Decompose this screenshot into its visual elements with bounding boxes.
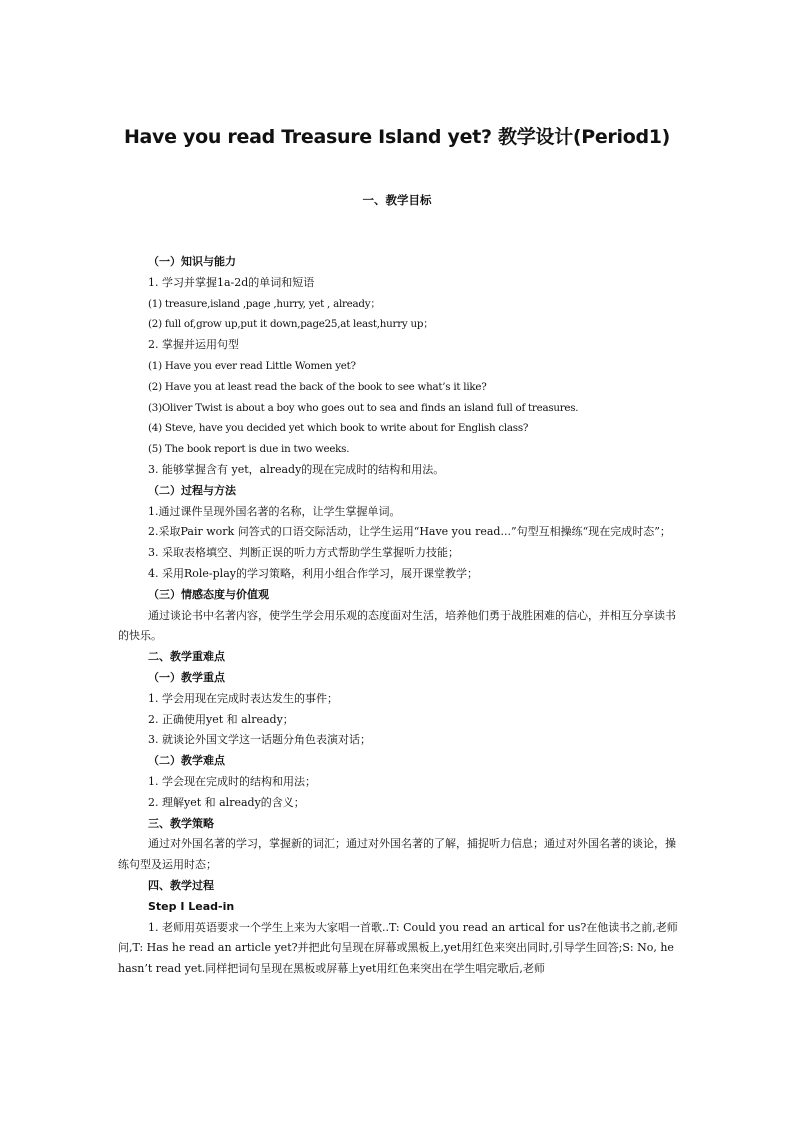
section-heading: 三、教学策略 bbox=[148, 816, 214, 830]
paragraph-line: 4. 采用Role-play的学习策略，利用小组合作学习，展开课堂教学； bbox=[148, 566, 478, 580]
section-heading: 二、教学重难点 bbox=[148, 650, 225, 664]
paragraph-line: 通过对外国名著的学习，掌握新的词汇；通过对外国名著的了解，捕捉听力信息；通过对外国名著的谈论，操练句型及运用时态； bbox=[118, 837, 676, 872]
paragraph-line: 2. 正确使用yet 和 already； bbox=[148, 712, 294, 726]
paragraph-line: (1) Have you ever read Little Women yet? bbox=[148, 359, 356, 372]
paragraph-line: (2) full of,grow up,put it down,page25,at least,hurry up； bbox=[148, 318, 434, 331]
section-heading: 四、教学过程 bbox=[148, 878, 214, 892]
paragraph-line: 通过谈论书中名著内容，使学生学会用乐观的态度面对生活，培养他们勇于战胜困难的信心，并相互分享读书的快乐。 bbox=[118, 608, 676, 643]
paragraph-line: 2. 掌握并运用句型 bbox=[148, 338, 239, 352]
section-heading: （一）知识与能力 bbox=[148, 255, 236, 268]
section-heading: （三）情感态度与价值观 bbox=[148, 587, 269, 601]
paragraph-line: 3. 采取表格填空、判断正误的听力方式帮助学生掌握听力技能； bbox=[148, 546, 459, 560]
paragraph-line: 1.通过课件呈现外国名著的名称，让学生掌握单词。 bbox=[148, 504, 401, 518]
paragraph-line: (5) The book report is due in two weeks. bbox=[148, 443, 350, 456]
paragraph-line: (1) treasure,island ,page ,hurry, yet , already； bbox=[148, 297, 381, 310]
section-heading: （二）过程与方法 bbox=[148, 483, 236, 497]
document-title: Have you read Treasure Island yet? 教学设计(Period1) bbox=[123, 126, 671, 148]
paragraph-line: (3)Oliver Twist is about a boy who goes out to sea and finds an island full of treasures. bbox=[148, 401, 579, 414]
document-body bbox=[118, 252, 678, 980]
section-heading: Step I Lead-in bbox=[148, 899, 235, 913]
section-heading-objectives: 一、教学目标 bbox=[362, 193, 432, 207]
paragraph-line: 1. 学会现在完成时的结构和用法； bbox=[148, 774, 316, 788]
section-heading: （二）教学难点 bbox=[148, 754, 225, 768]
paragraph-line: 3. 就谈论外国文学这一话题分角色表演对话； bbox=[148, 733, 371, 747]
paragraph-line: 1. 学习并掌握1a-2d的单词和短语 bbox=[148, 275, 315, 289]
paragraph-line: (4) Steve, have you decided yet which book to write about for English class? bbox=[148, 422, 529, 435]
paragraph-line: 1. 老师用英语要求一个学生上来为大家唱一首歌..T: Could you read an artical for us?在他读书之前,老师问,T: Has he read an article yet?并把此句呈现在屏幕或黑板上,yet用红色来突出同时,引导学生回答;S: No, he hasn’t read yet.同样把词句呈现在黑板或屏幕上yet用红色来突出在学生唱完歌后,老师 bbox=[118, 920, 678, 976]
paragraph-line: 1. 学会用现在完成时表达发生的事件； bbox=[148, 691, 338, 705]
paragraph-line: (2) Have you at least read the back of the book to see what’s it like? bbox=[148, 380, 487, 393]
paragraph-line: 3. 能够掌握含有 yet，already的现在完成时的结构和用法。 bbox=[148, 462, 445, 476]
paragraph-line: 2. 理解yet 和 already的含义； bbox=[148, 795, 305, 809]
paragraph-line: 2.采取Pair work 问答式的口语交际活动，让学生运用“Have you read...”句型互相操练“现在完成时态”； bbox=[148, 525, 671, 539]
section-heading: （一）教学重点 bbox=[148, 670, 225, 684]
